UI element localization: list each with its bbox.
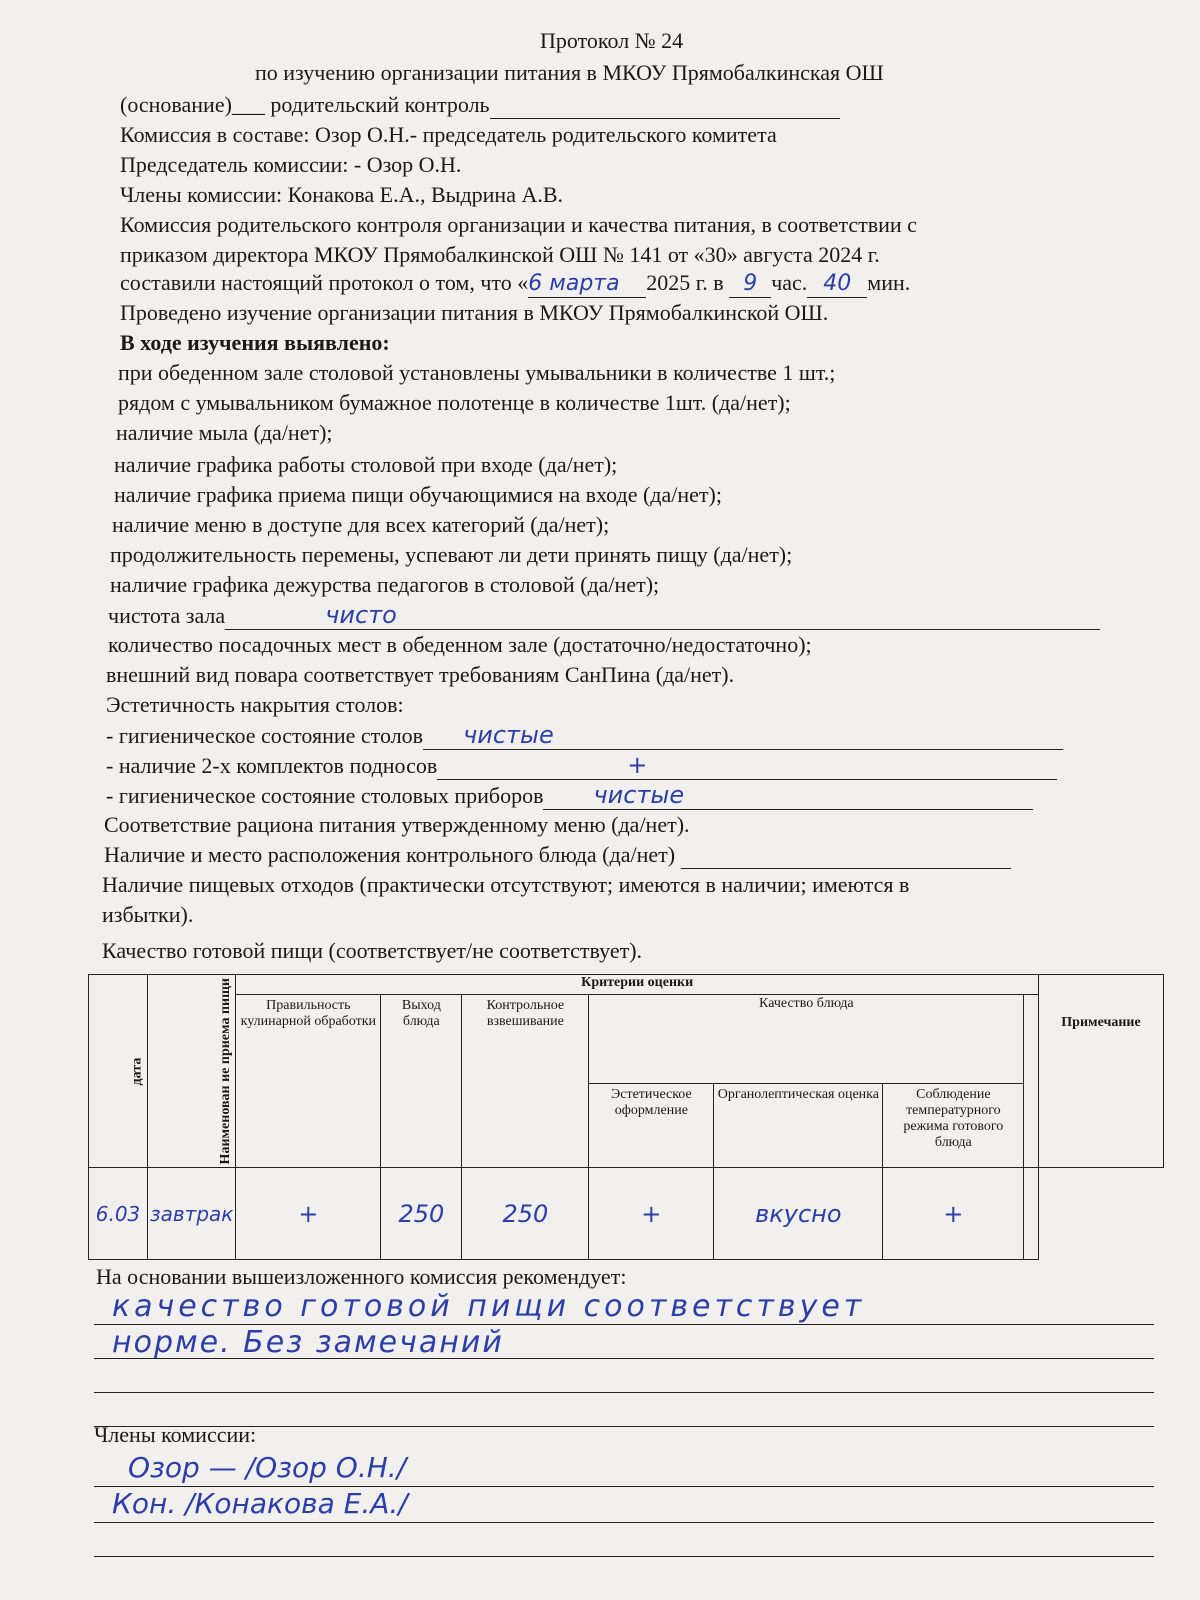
signature-1: Озор — /Озор О.Н./ xyxy=(128,1451,407,1484)
hall-clean-label: чистота зала xyxy=(108,603,226,628)
recommend-rule-3 xyxy=(94,1392,1154,1393)
paragraph-line-4: Проведено изучение организации питания в МКОУ Прямобалкинской ОШ. xyxy=(120,300,829,325)
col-meal-header: Наименован ие приема пищи xyxy=(148,975,236,1168)
cutlery-handwritten: чистые xyxy=(593,781,685,809)
recommend-handwritten-2: норме. Без замечаний xyxy=(112,1325,504,1360)
item-waste-2: избытки). xyxy=(102,902,194,927)
paragraph-line-1: Комиссия родительского контроля организации и качества питания, в соответствии с xyxy=(120,212,917,237)
findings-heading: В ходе изучения выявлено: xyxy=(120,330,390,355)
recommend-rule-2 xyxy=(94,1358,1154,1359)
paragraph-line-3 xyxy=(120,270,910,298)
tables-hygiene-handwritten: чистые xyxy=(463,721,554,749)
item-cook-look: внешний вид повара соответствует требованиям СанПина (да/нет). xyxy=(106,662,735,687)
tables-hygiene-label: - гигиеническое состояние столов xyxy=(106,723,424,748)
recommend-handwritten-1: качество готовой пищи соответствует xyxy=(112,1289,866,1324)
col-date-header: дата xyxy=(89,975,148,1168)
item-ration: Соответствие рациона питания утвержденному меню (да/нет). xyxy=(104,812,690,837)
item-waste-1: Наличие пищевых отходов (практически отсутствуют; имеются в наличии; имеются в xyxy=(102,872,910,897)
cutlery-label: - гигиеническое состояние столовых приборов xyxy=(106,783,544,808)
col-weigh-header: Контрольное взвешивание xyxy=(462,995,589,1168)
item-soap: наличие мыла (да/нет); xyxy=(116,420,333,445)
item-break-length: продолжительность перемены, успевают ли дети принять пищу (да/нет); xyxy=(110,542,793,567)
col-aesthetic-header: Эстетическое оформление xyxy=(589,1084,714,1168)
minute-label: мин. xyxy=(867,270,911,295)
para3-year: 2025 г. в xyxy=(646,270,724,295)
members-line: Члены комиссии: Конакова Е.А., Выдрина А.В. xyxy=(120,182,564,207)
protocol-title: Протокол № 24 xyxy=(540,28,684,53)
paragraph-line-2: приказом директора МКОУ Прямобалкинской ОШ № 141 от «30» августа 2024 г. xyxy=(120,242,880,267)
item-quality: Качество готовой пищи (соответствует/не соответствует). xyxy=(102,938,643,963)
control-dish-label: Наличие и место расположения контрольного блюда (да/нет) xyxy=(104,842,676,867)
col-culinary-header: Правильность кулинарной обработки xyxy=(236,995,381,1168)
item-control-dish xyxy=(104,842,1011,869)
row-yield: 250 xyxy=(381,1168,462,1260)
item-cutlery xyxy=(106,782,1033,810)
item-seats: количество посадочных мест в обеденном зале (достаточно/недостаточно); xyxy=(108,632,812,657)
item-washbasins: при обеденном зале столовой установлены умывальники в количестве 1 шт.; xyxy=(118,360,836,385)
row-weigh: 250 xyxy=(462,1168,589,1260)
signature-rule-2 xyxy=(94,1522,1154,1523)
col-note-header: Примечание xyxy=(1039,975,1164,1168)
item-work-schedule: наличие графика работы столовой при входе (да/нет); xyxy=(114,452,618,477)
criteria-header: Критерии оценки xyxy=(236,975,1039,995)
quality-header: Качество блюда xyxy=(589,995,1024,1084)
signature-rule-3 xyxy=(94,1556,1154,1557)
trays-handwritten: + xyxy=(627,751,648,779)
item-trays xyxy=(106,752,1057,780)
item-hall-clean xyxy=(108,602,1100,630)
col-yield-header: Выход блюда xyxy=(381,995,462,1168)
commission-line: Комиссия в составе: Озор О.Н.- председатель родительского комитета xyxy=(120,122,777,147)
date-handwritten: 6 марта xyxy=(528,271,646,298)
recommend-label: На основании вышеизложенного комиссия рекомендует: xyxy=(96,1264,627,1289)
basis-label: (основание)___ родительский контроль xyxy=(120,92,490,117)
table-row xyxy=(89,1168,1164,1260)
signature-2: Кон. /Конакова Е.А./ xyxy=(112,1487,408,1520)
item-meal-schedule: наличие графика приема пищи обучающимися на входе (да/нет); xyxy=(114,482,722,507)
row-meal: завтрак xyxy=(148,1168,236,1260)
protocol-subtitle: по изучению организации питания в МКОУ Прямобалкинская ОШ xyxy=(255,60,884,85)
row-date: 6.03 xyxy=(89,1168,148,1260)
minute-handwritten: 40 xyxy=(807,271,867,298)
chairman-line: Председатель комиссии: - Озор О.Н. xyxy=(120,152,462,177)
item-tables-hygiene xyxy=(106,722,1063,750)
col-temperature-header: Соблюдение температурного режима готового блюда xyxy=(883,1084,1024,1168)
basis-line xyxy=(120,92,840,119)
trays-label: - наличие 2-х комплектов подносов xyxy=(106,753,438,778)
hour-label: час. xyxy=(771,270,808,295)
para3-prefix: составили настоящий протокол о том, что « xyxy=(120,270,529,295)
row-aesthetic: + xyxy=(589,1168,714,1260)
item-towel: рядом с умывальником бумажное полотенце в количестве 1шт. (да/нет); xyxy=(118,390,791,415)
hour-handwritten: 9 xyxy=(729,271,771,298)
row-culinary: + xyxy=(236,1168,381,1260)
col-organoleptic-header: Органолептическая оценка xyxy=(714,1084,883,1168)
hall-clean-handwritten: чисто xyxy=(325,601,397,629)
row-organoleptic: вкусно xyxy=(714,1168,883,1260)
item-menu-access: наличие меню в доступе для всех категорий (да/нет); xyxy=(112,512,610,537)
row-note xyxy=(1024,1168,1039,1260)
members-signature-label: Члены комиссии: xyxy=(94,1422,257,1447)
aesthetics-heading: Эстетичность накрытия столов: xyxy=(106,692,404,717)
item-duty-schedule: наличие графика дежурства педагогов в столовой (да/нет); xyxy=(110,572,660,597)
criteria-table xyxy=(88,974,1164,1260)
row-temperature: + xyxy=(883,1168,1024,1260)
